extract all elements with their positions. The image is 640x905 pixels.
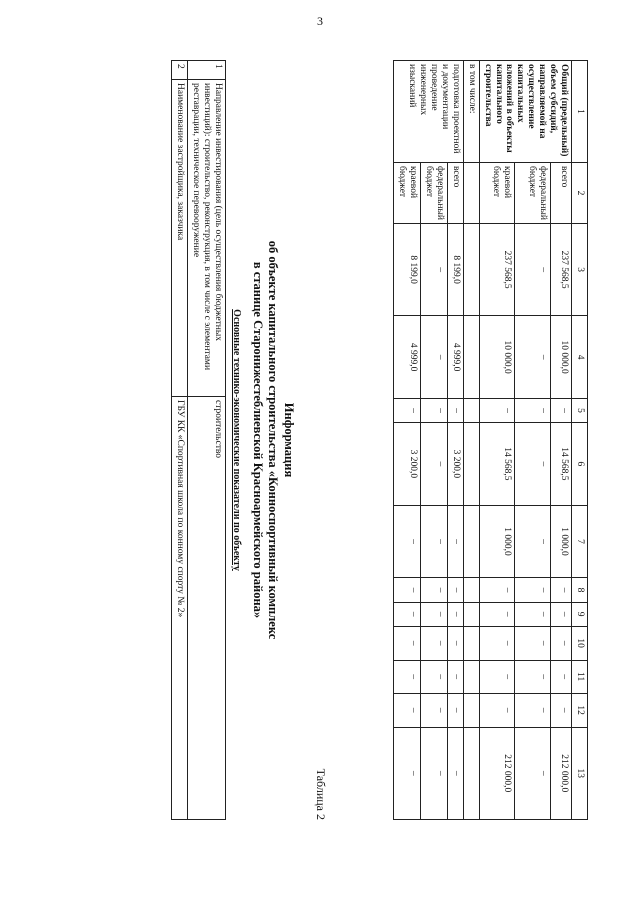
indicators-table: [171, 60, 226, 820]
value-cell: –: [479, 626, 515, 660]
value-cell: –: [515, 423, 551, 506]
value-cell: –: [447, 727, 463, 819]
value-cell: 3 200,0: [394, 423, 421, 506]
sub-label: федеральный бюджет: [515, 163, 551, 224]
value-cell: –: [515, 505, 551, 578]
value-cell: –: [394, 398, 421, 422]
value-cell: 10 000,0: [479, 316, 515, 399]
value-cell: 3 200,0: [447, 423, 463, 506]
funding-table: [393, 60, 588, 820]
value-cell: –: [421, 727, 448, 819]
table-row: [172, 61, 188, 820]
value-cell: –: [421, 660, 448, 693]
value-cell: –: [515, 398, 551, 422]
value-cell: –: [394, 505, 421, 578]
sub-label: краевой бюджет: [479, 163, 515, 224]
value-cell: 14 568,5: [479, 423, 515, 506]
table-row: [515, 61, 551, 820]
value-cell: 237 568,5: [550, 223, 571, 315]
title-line: в станице Старонижестеблиевской Красноармейского района»: [250, 261, 265, 619]
value-cell: –: [479, 398, 515, 422]
value-cell: –: [515, 727, 551, 819]
sub-label: всего: [550, 163, 571, 224]
value-cell: –: [421, 505, 448, 578]
value-cell: –: [479, 602, 515, 626]
value-cell: –: [479, 693, 515, 727]
value-cell: –: [515, 316, 551, 399]
value-cell: 10 000,0: [550, 316, 571, 399]
row-number: 1: [188, 61, 226, 80]
value-cell: –: [447, 578, 463, 602]
value-cell: 14 568,5: [550, 423, 571, 506]
value-cell: 8 199,0: [394, 223, 421, 315]
table-caption: Таблица 2: [314, 768, 328, 820]
value-cell: –: [394, 693, 421, 727]
value-cell: –: [447, 602, 463, 626]
value-cell: –: [421, 693, 448, 727]
value-cell: –: [394, 660, 421, 693]
indicator-label: Направление инвестирования (цель осуществления бюджетных инвестиций): строительство, реконструкция, в том числе с элементами реставрации, техническое перевооружение: [188, 80, 226, 397]
value-cell: –: [550, 398, 571, 422]
header-cell: 5: [572, 398, 588, 422]
value-cell: –: [447, 505, 463, 578]
value-cell: –: [479, 578, 515, 602]
table-row: [188, 61, 226, 820]
value-cell: –: [515, 223, 551, 315]
header-cell: 2: [572, 163, 588, 224]
value-cell: –: [421, 423, 448, 506]
value-cell: 237 568,5: [479, 223, 515, 315]
row-label: подготовка проектной и документации проведение инженерных изысканий: [394, 61, 464, 163]
value-cell: –: [421, 398, 448, 422]
value-cell: –: [550, 602, 571, 626]
header-cell: 11: [572, 660, 588, 693]
value-cell: –: [421, 626, 448, 660]
value-cell: –: [421, 223, 448, 315]
table-header-row: [572, 61, 588, 820]
table-row: [550, 61, 571, 820]
table-row: [421, 61, 448, 820]
value-cell: –: [421, 578, 448, 602]
header-cell: 13: [572, 727, 588, 819]
value-cell: –: [515, 626, 551, 660]
value-cell: –: [515, 660, 551, 693]
value-cell: 1 000,0: [550, 505, 571, 578]
document-title: [249, 60, 296, 820]
header-cell: 10: [572, 626, 588, 660]
header-cell: 7: [572, 505, 588, 578]
indicator-label: Наименование застройщика, заказчика: [172, 80, 188, 397]
table-row: [447, 61, 463, 820]
value-cell: 8 199,0: [447, 223, 463, 315]
including-label: в том числе:: [463, 61, 479, 163]
indicator-value: строительство: [188, 397, 226, 820]
table-row: [463, 61, 479, 820]
value-cell: –: [550, 578, 571, 602]
rotated-content: [48, 60, 588, 820]
title-line: об объекте капитального строительства «Конноспортивный комплекс: [266, 240, 281, 640]
value-cell: –: [394, 626, 421, 660]
value-cell: –: [515, 693, 551, 727]
title-line: Информация: [282, 402, 296, 478]
header-cell: 4: [572, 316, 588, 399]
indicator-value: ГБУ КК «Спортивная школа по конному спорту № 2»: [172, 397, 188, 820]
header-cell: 8: [572, 578, 588, 602]
header-cell: 6: [572, 423, 588, 506]
value-cell: 1 000,0: [479, 505, 515, 578]
sub-label: всего: [447, 163, 463, 224]
row-label: Общий (предельный) объем субсидий, направляемой на осуществление капитальных вложений в объекты капитального строительства: [479, 61, 571, 163]
value-cell: –: [447, 398, 463, 422]
value-cell: 212 000,0: [479, 727, 515, 819]
value-cell: –: [550, 660, 571, 693]
value-cell: –: [447, 693, 463, 727]
sub-label: федеральный бюджет: [421, 163, 448, 224]
value-cell: 212 000,0: [550, 727, 571, 819]
value-cell: –: [421, 602, 448, 626]
value-cell: –: [515, 602, 551, 626]
value-cell: –: [394, 578, 421, 602]
value-cell: –: [479, 660, 515, 693]
value-cell: –: [550, 693, 571, 727]
value-cell: –: [394, 727, 421, 819]
value-cell: –: [447, 626, 463, 660]
value-cell: 4 999,0: [394, 316, 421, 399]
value-cell: 4 999,0: [447, 316, 463, 399]
table-row: [394, 61, 421, 820]
value-cell: –: [394, 602, 421, 626]
header-cell: 1: [572, 61, 588, 163]
value-cell: –: [515, 578, 551, 602]
row-number: 2: [172, 61, 188, 80]
value-cell: –: [421, 316, 448, 399]
header-cell: 3: [572, 223, 588, 315]
header-cell: 12: [572, 693, 588, 727]
page-number: 3: [317, 14, 323, 28]
value-cell: –: [447, 660, 463, 693]
table-row: [479, 61, 515, 820]
sub-label: краевой бюджет: [394, 163, 421, 224]
section-heading: Основные технико-экономические показатели по объекту: [231, 309, 242, 571]
header-cell: 9: [572, 602, 588, 626]
value-cell: –: [550, 626, 571, 660]
